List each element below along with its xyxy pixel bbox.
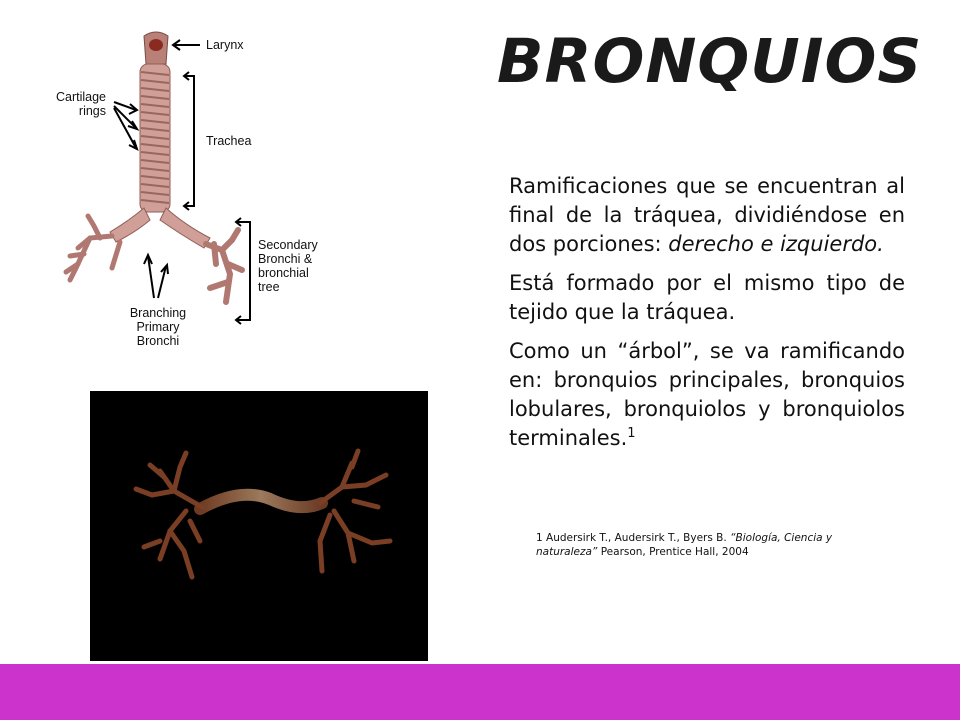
bronchial-cast-image xyxy=(90,391,428,661)
paragraph-tissue: Está formado por el mismo tipo de tejido que la tráquea. xyxy=(509,271,905,324)
footnote-suffix: Pearson, Prentice Hall, 2004 xyxy=(597,546,749,558)
label-branching-primary-bronchi: Branching Primary Bronchi xyxy=(129,306,187,348)
footnote xyxy=(536,531,846,559)
paragraph-definition xyxy=(509,172,905,259)
bottom-accent-bar xyxy=(0,664,960,720)
paragraph-branching xyxy=(509,337,905,453)
label-trachea: Trachea xyxy=(206,134,252,148)
footnote-title: “Biología, Ciencia y naturaleza” xyxy=(536,532,833,558)
slide-body xyxy=(509,172,905,463)
footnote-marker: 1 xyxy=(627,426,636,441)
paragraph-branching-text: Como un “árbol”, se va ramificando en: bronquios principales, bronquios lobulares, bronquiolos y bronquiolos terminales. xyxy=(509,339,905,450)
label-secondary-bronchi: Secondary Bronchi & bronchial tree xyxy=(258,238,318,294)
label-larynx: Larynx xyxy=(206,38,244,52)
paragraph-definition-italic: derecho e izquierdo. xyxy=(668,232,884,256)
paragraph-definition-text: Ramificaciones que se encuentran al final de la tráquea, dividiéndose en dos porciones: xyxy=(509,174,905,256)
footnote-prefix: 1 Audersirk T., Audersirk T., Byers B. xyxy=(536,532,731,544)
slide-title: BRONQUIOS xyxy=(497,26,923,97)
bronchial-tree-photo xyxy=(90,391,428,661)
label-cartilage-rings: Cartilage rings xyxy=(55,90,106,118)
bronchi-anatomy-diagram xyxy=(40,20,340,360)
